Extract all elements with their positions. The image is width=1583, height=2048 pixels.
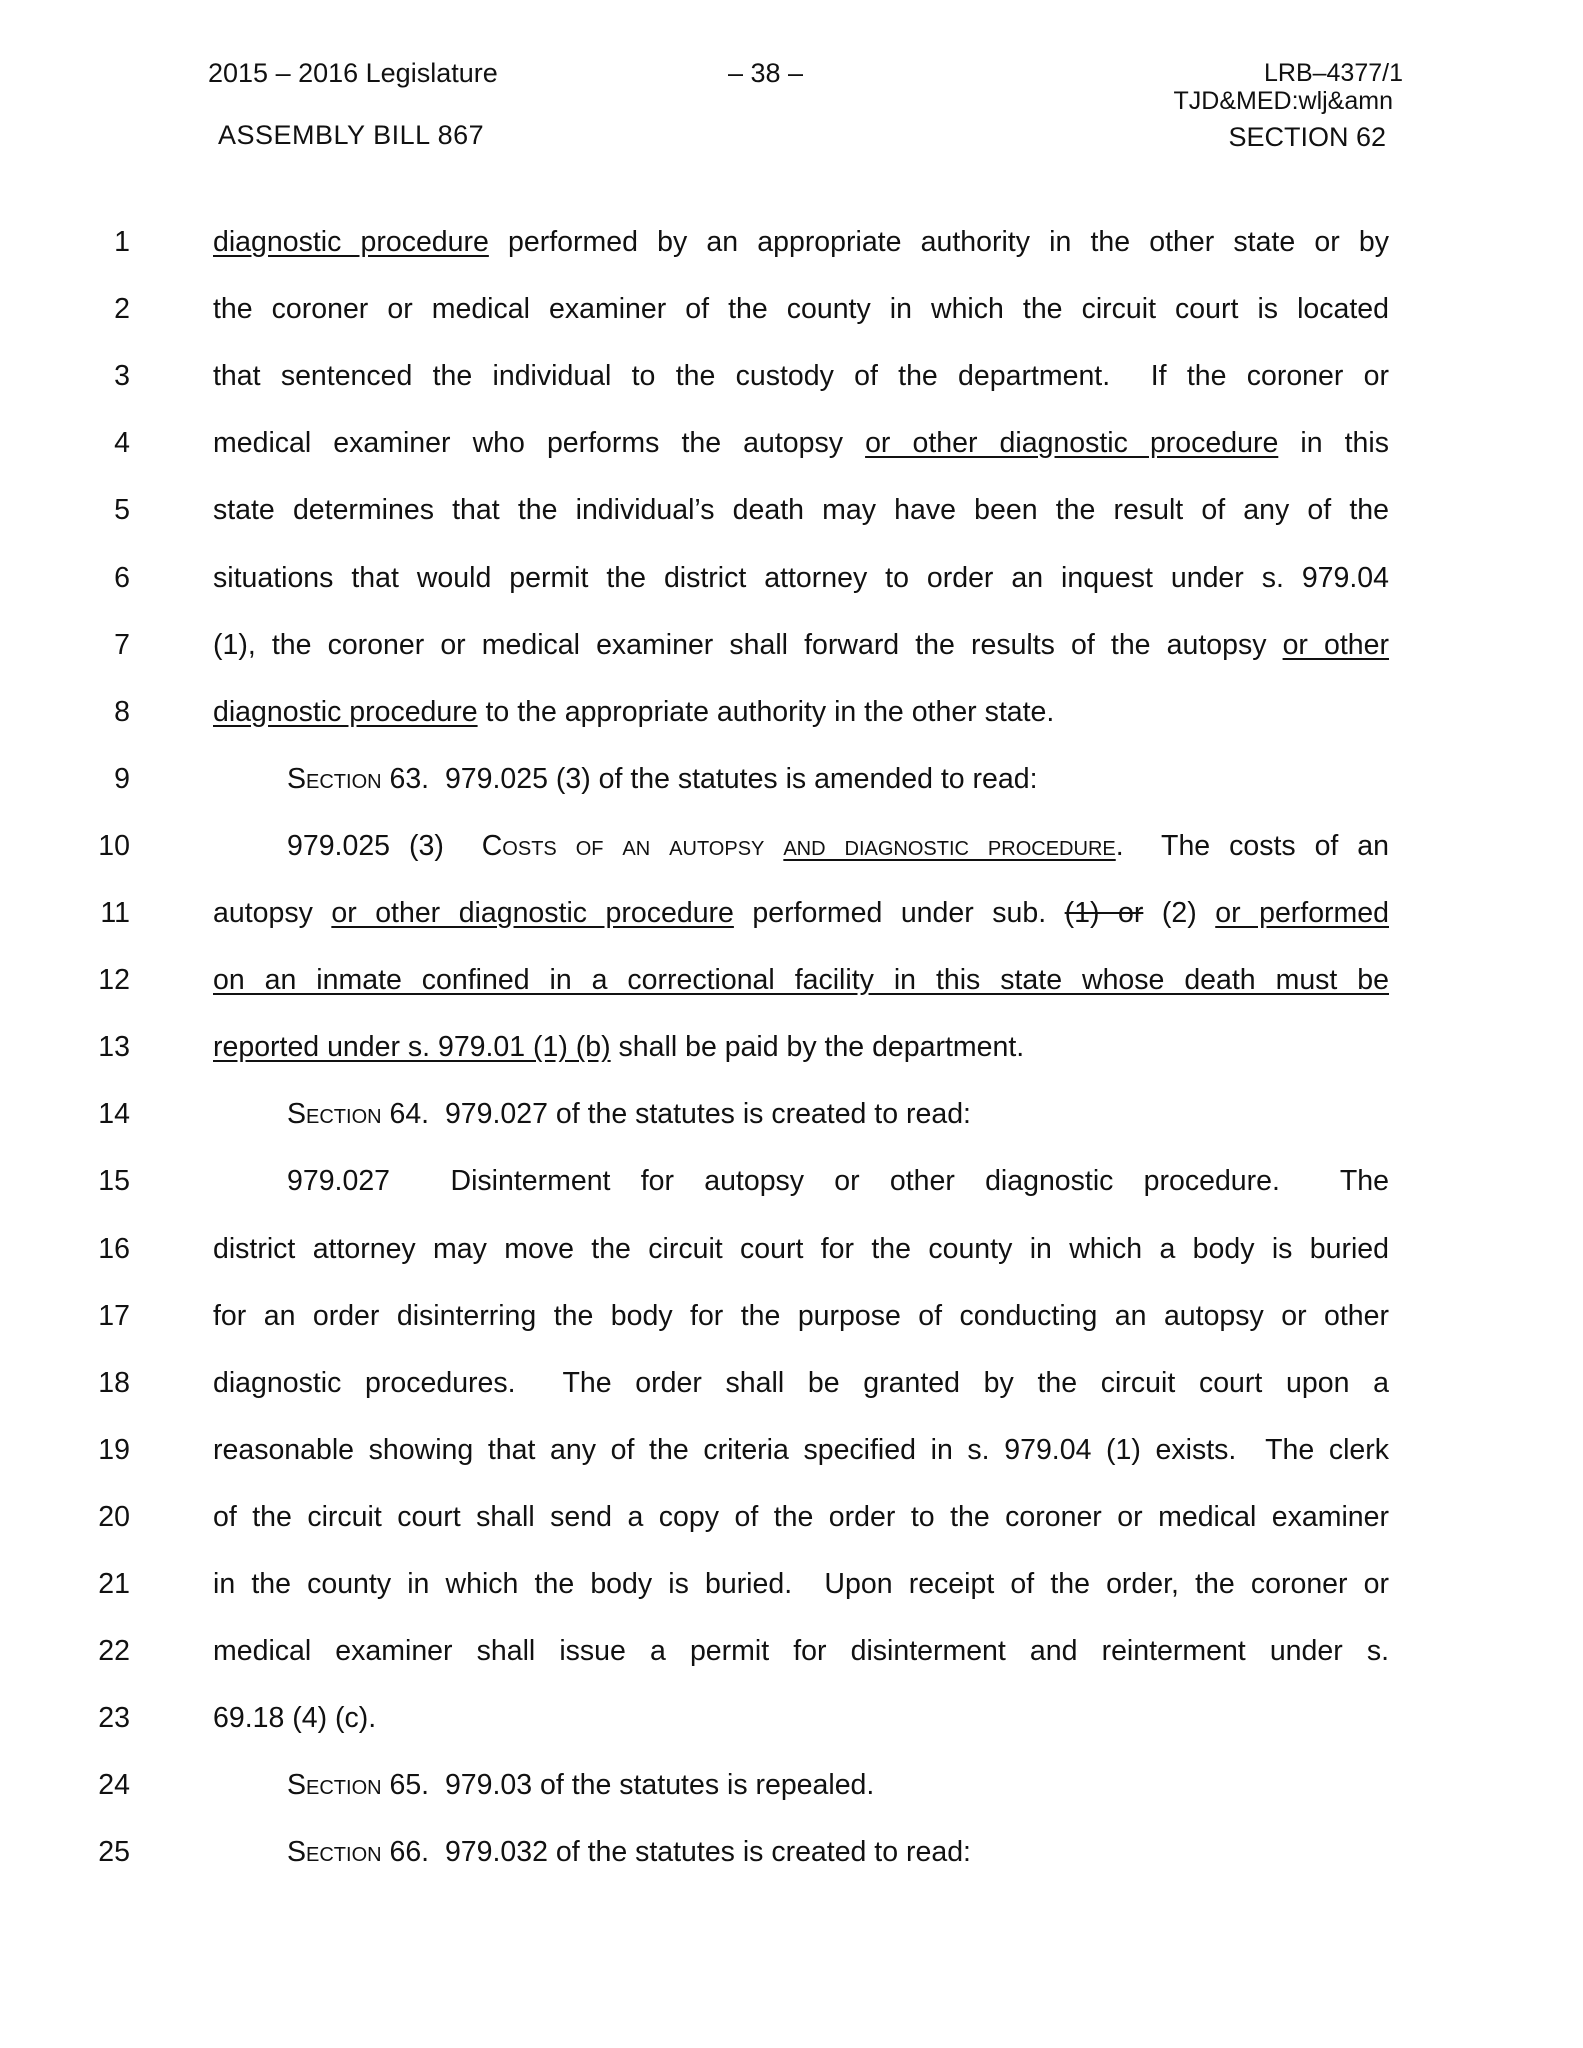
line-number: 18 bbox=[98, 1366, 130, 1399]
line-text bbox=[287, 1832, 1389, 1872]
line-text bbox=[213, 893, 1389, 933]
line-number: 9 bbox=[114, 762, 130, 795]
text-run: to the appropriate authority in the other state. bbox=[477, 695, 1055, 728]
line-number: 22 bbox=[98, 1635, 130, 1668]
line-number: 1 bbox=[114, 226, 130, 258]
line-number: 11 bbox=[100, 897, 130, 929]
line-text bbox=[287, 1161, 1389, 1201]
line-number: 5 bbox=[114, 494, 130, 527]
line-text bbox=[287, 759, 1389, 799]
section-heading-text: Costs of an autopsy bbox=[481, 829, 784, 862]
line-number: 6 bbox=[114, 561, 130, 594]
text-run: . The costs of an bbox=[1115, 829, 1390, 862]
inserted-text: diagnostic procedure bbox=[213, 226, 489, 258]
text-run: 979.032 of the statutes is created to read: bbox=[429, 1836, 971, 1869]
text-run: in this bbox=[1278, 427, 1389, 460]
document-line bbox=[0, 1564, 1583, 1604]
section-heading-text: Section 66. bbox=[287, 1836, 430, 1869]
text-run: state determines that the individual’s death may have been the result of any of the bbox=[213, 494, 1389, 527]
document-line bbox=[0, 289, 1583, 329]
text-run: reasonable showing that any of the criteria specified in s. 979.04 (1) exists. The clerk bbox=[213, 1433, 1389, 1466]
text-run: shall be paid by the department. bbox=[610, 1031, 1025, 1064]
line-text bbox=[213, 1430, 1389, 1470]
text-run: district attorney may move the circuit court for the county in which a body is buried bbox=[213, 1232, 1389, 1265]
document-line bbox=[0, 826, 1583, 866]
document-line bbox=[0, 1832, 1583, 1872]
line-number: 20 bbox=[98, 1500, 130, 1533]
document-line bbox=[0, 558, 1583, 598]
document-line bbox=[0, 960, 1583, 1000]
line-text bbox=[213, 1363, 1389, 1403]
line-number: 12 bbox=[98, 964, 130, 997]
inserted-text: diagnostic procedure bbox=[213, 695, 478, 728]
line-text bbox=[287, 1094, 1389, 1134]
line-text bbox=[213, 1497, 1389, 1537]
inserted-text: or performed bbox=[1215, 897, 1389, 929]
text-run: 979.025 (3) bbox=[287, 829, 482, 862]
line-number: 8 bbox=[114, 695, 130, 728]
text-run: (2) bbox=[1143, 897, 1216, 929]
section-heading-text: Section 64. bbox=[287, 1098, 430, 1131]
line-text bbox=[213, 1229, 1389, 1269]
section-heading-text: Section 65. bbox=[287, 1769, 430, 1802]
line-number: 25 bbox=[98, 1836, 130, 1869]
inserted-text: and diagnostic procedure bbox=[783, 829, 1116, 862]
line-number: 17 bbox=[98, 1299, 130, 1332]
drafter-initials: TJD&MED:wlj&amn bbox=[1173, 87, 1393, 115]
text-run: performed by an appropriate authority in the other state or by bbox=[488, 226, 1390, 258]
text-run: (1), the coroner or medical examiner shall forward the results of the autopsy bbox=[213, 628, 1283, 661]
inserted-text: or other diagnostic procedure bbox=[865, 427, 1279, 460]
bill-title: ASSEMBLY BILL 867 bbox=[218, 120, 485, 150]
line-number: 21 bbox=[98, 1568, 130, 1600]
line-text bbox=[213, 1698, 1389, 1738]
text-run: 979.03 of the statutes is repealed. bbox=[429, 1769, 875, 1802]
text-run: 979.027 Disinterment for autopsy or other diagnostic procedure. The bbox=[287, 1165, 1389, 1198]
line-text bbox=[213, 222, 1389, 262]
line-number: 13 bbox=[98, 1031, 130, 1064]
inserted-text: or other bbox=[1282, 628, 1389, 661]
text-run: 69.18 (4) (c). bbox=[213, 1702, 377, 1735]
text-run: medical examiner shall issue a permit for disinterment and reinterment under s. bbox=[213, 1635, 1389, 1668]
line-text bbox=[213, 558, 1389, 598]
line-text bbox=[213, 960, 1389, 1000]
session-label: 2015 – 2016 Legislature bbox=[208, 58, 498, 88]
section-label: SECTION 62 bbox=[1228, 122, 1386, 152]
text-run: 979.027 of the statutes is created to read: bbox=[429, 1098, 971, 1131]
document-line bbox=[0, 490, 1583, 530]
text-run: in the county in which the body is buried. Upon receipt of the order, the coroner or bbox=[213, 1568, 1389, 1600]
document-line bbox=[0, 1631, 1583, 1671]
line-number: 4 bbox=[114, 427, 130, 460]
document-line bbox=[0, 1698, 1583, 1738]
document-line bbox=[0, 759, 1583, 799]
inserted-text: on an inmate confined in a correctional facility in this state whose death must be bbox=[213, 964, 1389, 997]
text-run: diagnostic procedures. The order shall be granted by the circuit court upon a bbox=[213, 1366, 1389, 1399]
text-run: 979.025 (3) of the statutes is amended to read: bbox=[429, 762, 1038, 795]
document-line bbox=[0, 423, 1583, 463]
lrb-number: LRB–4377/1 bbox=[1263, 59, 1403, 87]
line-number: 15 bbox=[98, 1165, 130, 1198]
text-run: medical examiner who performs the autopsy bbox=[213, 427, 866, 460]
text-run: performed under sub. bbox=[733, 897, 1065, 929]
line-text bbox=[213, 490, 1389, 530]
document-line bbox=[0, 692, 1583, 732]
line-number: 7 bbox=[114, 628, 130, 661]
line-number: 23 bbox=[98, 1702, 130, 1735]
line-number: 24 bbox=[98, 1769, 130, 1802]
section-heading-text: Section 63. bbox=[287, 762, 430, 795]
line-text bbox=[213, 423, 1389, 463]
text-run: the coroner or medical examiner of the county in which the circuit court is located bbox=[213, 293, 1389, 326]
inserted-text: reported under s. 979.01 (1) (b) bbox=[213, 1031, 611, 1064]
line-text bbox=[213, 289, 1389, 329]
line-number: 16 bbox=[98, 1232, 130, 1265]
document-line bbox=[0, 356, 1583, 396]
line-number: 14 bbox=[98, 1098, 130, 1131]
line-number: 10 bbox=[98, 829, 130, 862]
document-line bbox=[0, 1430, 1583, 1470]
line-number: 3 bbox=[114, 360, 130, 393]
line-text bbox=[287, 826, 1389, 866]
text-run: situations that would permit the district attorney to order an inquest under s. 979.04 bbox=[213, 561, 1389, 594]
line-text bbox=[213, 1564, 1389, 1604]
line-text bbox=[213, 1631, 1389, 1671]
line-text bbox=[287, 1765, 1389, 1805]
page-number: – 38 – bbox=[728, 58, 804, 88]
document-line bbox=[0, 222, 1583, 262]
line-text bbox=[213, 1027, 1389, 1067]
document-line bbox=[0, 1161, 1583, 1201]
line-text bbox=[213, 625, 1389, 665]
document-line bbox=[0, 1765, 1583, 1805]
text-run: of the circuit court shall send a copy of the order to the coroner or medical examiner bbox=[213, 1500, 1389, 1533]
document-line bbox=[0, 1296, 1583, 1336]
text-run: for an order disinterring the body for the purpose of conducting an autopsy or other bbox=[213, 1299, 1389, 1332]
line-number: 2 bbox=[114, 293, 130, 326]
document-line bbox=[0, 1497, 1583, 1537]
deleted-text: (1) or bbox=[1064, 897, 1144, 929]
document-line bbox=[0, 1229, 1583, 1269]
line-text bbox=[213, 356, 1389, 396]
inserted-text: or other diagnostic procedure bbox=[331, 897, 734, 929]
document-line bbox=[0, 1363, 1583, 1403]
document-line bbox=[0, 1094, 1583, 1134]
line-number: 19 bbox=[98, 1433, 130, 1466]
line-text bbox=[213, 692, 1389, 732]
text-run: that sentenced the individual to the custody of the department. If the coroner or bbox=[213, 360, 1389, 393]
line-text bbox=[213, 1296, 1389, 1336]
document-line bbox=[0, 893, 1583, 933]
document-line bbox=[0, 625, 1583, 665]
text-run: autopsy bbox=[213, 897, 332, 929]
document-line bbox=[0, 1027, 1583, 1067]
